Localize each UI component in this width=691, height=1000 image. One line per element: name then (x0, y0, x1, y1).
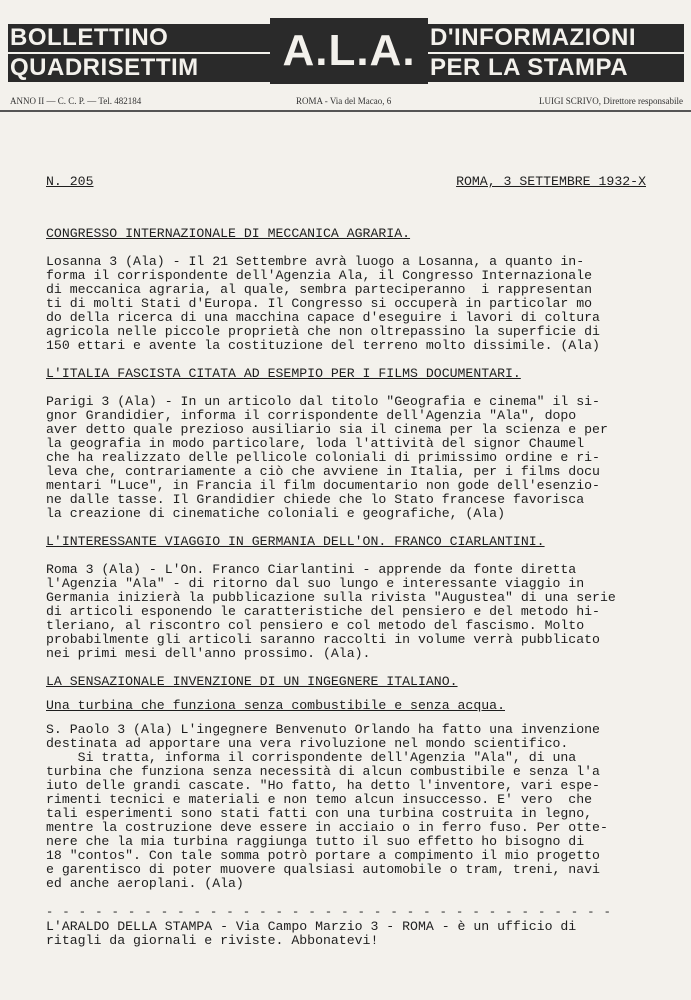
dateline-row (46, 175, 646, 189)
subhead-anno: ANNO II — C. C. P. — Tel. 482184 (10, 96, 142, 106)
article-body: S. Paolo 3 (Ala) L'ingegnere Benvenuto Orlando ha fatto una invenzione destinata ad apportare una vera rivoluzione nel mondo scientifico. Si tratta, informa il corrispondente dell'Agenzia "Ala", di una turbina che funziona senza necessità di alcun combustibile e senza l'a iuto delle grandi cascate. "Ho fatto, ha detto l'inventore, vari espe- rimenti tecnici e materiali e non temo alcun insuccesso. E' vero che tali esperimenti sono stati fatti con una turbina costruita in legno, mentre la costruzione deve essere in acciaio o in ferro fuso. Per otte- nere che la mia turbina raggiunga tutto il suo effetto ho bisogno di 18 "contos". Con tale somma potrò portare a compimento il mio progetto e garentisco di poter muovere qualsiasi automobile o tram, treni, navi ed anche aeroplani. (Ala) (46, 722, 608, 891)
masthead-per-la-stampa: PER LA STAMPA (428, 54, 684, 82)
article-body: Roma 3 (Ala) - L'On. Franco Ciarlantini - apprende da fonte diretta l'Agenzia "Ala" - di ritorno dal suo lungo e interessante viaggio in Germania inizierà la pubblicazione sulla rivista "Augustea" di una serie di articoli esponendo le caratteristiche del pensiero e del metodo hi- tleriano, al riscontro col pensiero e col metodo del fascismo. Molto probabilmente gli articoli saranno raccolti in volume verrà pubblicato nei primi mesi dell'anno prossimo. (Ala). (46, 562, 616, 661)
issue-date: ROMA, 3 SETTEMBRE 1932-X (456, 174, 646, 189)
footer-notice: L'ARALDO DELLA STAMPA - Via Campo Marzio 3 - ROMA - è un ufficio di ritagli da giornali e riviste. Abbonatevi! (46, 919, 577, 948)
masthead-informazioni: D'INFORMAZIONI (428, 24, 684, 52)
masthead-left (8, 18, 270, 84)
masthead-ala-logo: A.L.A. (270, 18, 428, 84)
subhead-director: LUIGI SCRIVO, Direttore responsabile (539, 96, 683, 106)
article-headline: L'ITALIA FASCISTA CITATA AD ESEMPIO PER I FILMS DOCUMENTARI. (46, 366, 521, 381)
subhead-address: ROMA - Via del Macao, 6 (296, 96, 392, 106)
masthead-center (270, 18, 428, 84)
masthead-bollettino: BOLLETTINO (8, 24, 270, 52)
article-body: Parigi 3 (Ala) - In un articolo dal titolo "Geografia e cinema" il si- gnor Grandidier, informa il corrispondente dell'Agenzia "Ala", dopo aver detto quale prezioso ausiliario sia il cinema per la scienza e per la geografia in modo particolare, loda l'attività del signor Chaumel che ha realizzato delle pellicole coloniali di primissimo ordine e ri- leva che, contrariamente a ciò che avviene in Italia, per i films docu mentari "Luce", in Francia il film documentario non gode dell'esenzio- ne dalle tasse. Il Grandidier chiede che lo Stato francese favorisca la creazione di cinematiche coloniali e geografiche, (Ala) (46, 394, 608, 521)
article-headline: CONGRESSO INTERNAZIONALE DI MECCANICA AGRARIA. (46, 226, 411, 241)
masthead-quadrisettim: QUADRISETTIM (8, 54, 270, 82)
bulletin-body (46, 175, 646, 901)
issue-number: N. 205 (46, 174, 94, 189)
masthead (8, 18, 684, 84)
article-headline: L'INTERESSANTE VIAGGIO IN GERMANIA DELL'ON. FRANCO CIARLANTINI. (46, 534, 545, 549)
article-headline: LA SENSAZIONALE INVENZIONE DI UN INGEGNERE ITALIANO. (46, 674, 458, 689)
masthead-right (428, 18, 684, 84)
header-rule (0, 110, 691, 112)
article-body: Losanna 3 (Ala) - Il 21 Settembre avrà luogo a Losanna, a quanto in- forma il corrispondente dell'Agenzia Ala, il Congresso Internazionale di meccanica agraria, al quale, sembra parteciperanno i rappresentan ti di molti Stati d'Europa. Il Congresso si occuperà in particolar mo do della ricerca di una macchina capace d'eseguire i lavori di coltura agricola nelle piccole proprietà che non oltrepassino la superficie di 150 ettari e avente la costituzione del terreno molto dissimile. (Ala) (46, 254, 600, 353)
separator-line: - - - - - - - - - - - - - - - - - - - - - - - - - - - - - - - - - - - (46, 905, 612, 919)
article-subheadline: Una turbina che funziona senza combustibile e senza acqua. (46, 698, 505, 713)
